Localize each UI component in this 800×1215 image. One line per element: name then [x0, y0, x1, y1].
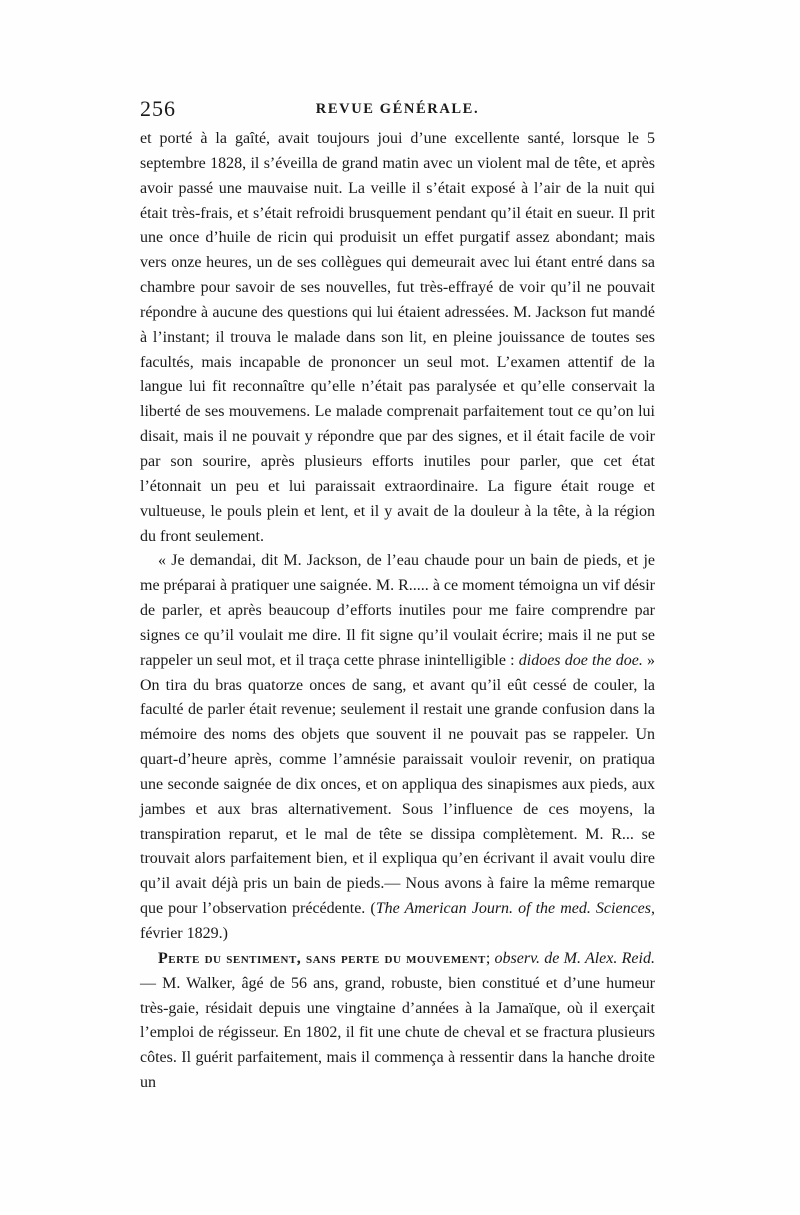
section-heading: Perte du sentiment, sans perte du mouvement [158, 949, 486, 967]
running-head [140, 96, 655, 122]
written-phrase: didoes doe the doe. [518, 651, 643, 669]
observation-text: — M. Walker, âgé de 56 ans, grand, robuste, bien constitué et d’une humeur très-gaie, résidait depuis une vingtaine d’années à la Jamaïque, où il exerçait l’emploi de régisseur. En 1802, il fit une chute de cheval et se fractura plusieurs côtes. Il guérit parfaitement, mais il commença à ressentir dans la hanche droite un [140, 974, 655, 1092]
paragraph-case-continuation [140, 127, 655, 549]
observer-credit: observ. de M. Alex. Reid. [494, 949, 655, 967]
paragraph-reid-observation [140, 947, 655, 1096]
citation-date: , février 1829.) [140, 900, 655, 942]
heading-separator: ; [485, 949, 495, 967]
source-citation: The American Journ. of the med. Sciences [375, 900, 651, 918]
journal-title: REVUE GÉNÉRALE. [315, 101, 480, 117]
paragraph-jackson-quote [140, 549, 655, 947]
page-number: 256 [140, 96, 176, 121]
paragraph-text: et porté à la gaîté, avait toujours joui d’une excellente santé, lorsque le 5 septembre 1828, il s’éveilla de grand matin avec un violent mal de tête, et après avoir passé une mauvaise nuit. La veille il s’était exposé à l’air de la nuit qui était très-frais, et s’était refroidi brusquement pendant qu’il était en sueur. Il prit une once d’huile de ricin qui produisit un effet purgatif assez abondant; mais vers onze heures, un de ses collègues qui demeurait avec lui étant entré dans sa chambre pour savoir de ses nouvelles, fut très-effrayé de voir qu’il ne pouvait répondre à aucune des questions qui lui étaient adressées. M. Jackson fut mandé à l’instant; il trouva le malade dans son lit, en pleine jouissance de toutes ses facultés, mais incapable de prononcer un seul mot. L’examen attentif de la langue lui fit reconnaître qu’elle n’était pas paralysée et qu’elle conservait la liberté de ses mouvemens. Le malade comprenait parfaitement tout ce qu’on lui disait, mais il ne pouvait y répondre que par des signes, et il était facile de voir par son sourire, après plusieurs efforts inutiles pour parler, que cet état l’étonnait un peu et lui paraissait extraordinaire. La figure était rouge et vultueuse, le pouls plein et lent, et il y avait de la douleur à la tête, à la région du front seulement. [140, 130, 655, 545]
quote-text-start: « Je demandai, dit M. Jackson, de l’eau chaude pour un bain de pieds, et je me préparai à pratiquer une saignée. M. R..... à ce moment témoigna un vif désir de parler, et après beaucoup d’efforts inutiles pour me faire comprendre par signes ce qu’il voulait me dire. Il fit signe qu’il voulait écrire; mais il ne put se rappeler un seul mot, et il traça cette phrase inintelligible : [140, 552, 655, 669]
quote-text-rest: » On tira du bras quatorze onces de sang, et avant qu’il eût cessé de couler, la faculté de parler était revenue; seulement il restait une grande confusion dans la mémoire des noms des objets que souvent il ne pouvait pas se rappeler. Un quart-d’heure après, comme l’amnésie paraissait vouloir revenir, on pratiqua une seconde saignée de dix onces, et on appliqua des sinapismes aux pieds, aux jambes et aux bras alternativement. Sous l’influence de ces moyens, la transpiration reparut, et le mal de tête se dissipa complètement. M. R... se trouvait alors parfaitement bien, et il expliqua qu’en écrivant il avait voulu dire qu’il avait déjà pris un bain de pieds.— Nous avons à faire la même remarque que pour l’observation précédente. ( [140, 651, 656, 918]
body-text [140, 127, 655, 1096]
